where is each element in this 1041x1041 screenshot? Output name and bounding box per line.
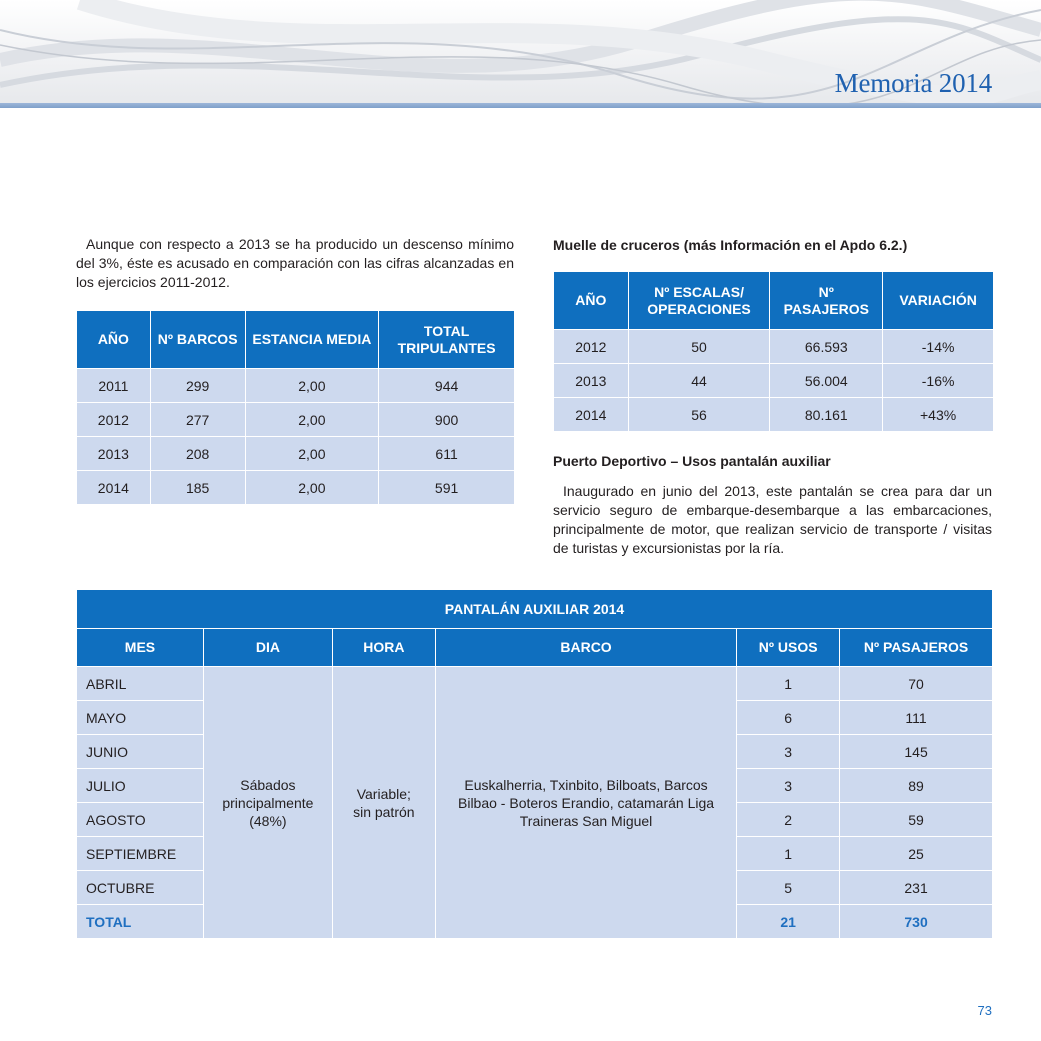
table-cell: 80.161 — [770, 398, 883, 432]
cruise-col-variation: VARIACIÓN — [883, 272, 994, 330]
table-cell: 2012 — [77, 403, 151, 437]
page-number: 73 — [977, 1003, 992, 1018]
table-cell: 2,00 — [245, 471, 379, 505]
header-rule — [0, 103, 1041, 108]
table-cell: 208 — [150, 437, 245, 471]
day-cell: Sábados principalmente (48%) — [203, 667, 332, 939]
boat-cell: Euskalherria, Txinbito, Bilboats, Barcos Bilbao - Boteros Erandio, catamarán Liga Traineras San Miguel — [435, 667, 736, 939]
pantalan-col-uses: Nº USOS — [737, 629, 840, 667]
uses-cell: 6 — [737, 701, 840, 735]
table-cell: 2012 — [554, 330, 629, 364]
pantalan-col-hour: HORA — [332, 629, 435, 667]
table-cell: 56 — [628, 398, 770, 432]
uses-cell: 5 — [737, 871, 840, 905]
month-cell: JUNIO — [77, 735, 204, 769]
crew-table-header-row — [77, 311, 515, 369]
table-row — [554, 330, 994, 364]
passengers-cell: 25 — [840, 837, 993, 871]
table-row — [77, 437, 515, 471]
table-cell: -16% — [883, 364, 994, 398]
pantalan-col-passengers: Nº PASAJEROS — [840, 629, 993, 667]
table-cell: 2013 — [554, 364, 629, 398]
total-passengers: 730 — [840, 905, 993, 939]
table-cell: 277 — [150, 403, 245, 437]
table-cell: 299 — [150, 369, 245, 403]
table-cell: 185 — [150, 471, 245, 505]
uses-cell: 1 — [737, 667, 840, 701]
passengers-cell: 59 — [840, 803, 993, 837]
cruise-col-year: AÑO — [554, 272, 629, 330]
cruise-table-header-row — [554, 272, 994, 330]
table-cell: 591 — [379, 471, 515, 505]
pantalan-col-boat: BARCO — [435, 629, 736, 667]
table-cell: 2,00 — [245, 437, 379, 471]
pantalan-col-day: DIA — [203, 629, 332, 667]
crew-table — [76, 310, 515, 505]
port-paragraph: Inaugurado en junio del 2013, este pantalán se crea para dar un servicio seguro de embarque-desembarque a las embarcaciones, principalmente de motor, que realizan servicio de transporte / visitas de turistas y excursionistas por la ría. — [553, 483, 992, 556]
intro-paragraph: Aunque con respecto a 2013 se ha producido un descenso mínimo del 3%, éste es acusado en comparación con las cifras alcanzadas en los ejercicios 2011-2012. — [76, 236, 514, 290]
uses-cell: 3 — [737, 735, 840, 769]
table-row — [554, 364, 994, 398]
uses-cell: 1 — [737, 837, 840, 871]
crew-col-year: AÑO — [77, 311, 151, 369]
uses-cell: 2 — [737, 803, 840, 837]
header-title: Memoria 2014 — [834, 68, 992, 98]
month-cell: JULIO — [77, 769, 204, 803]
pantalan-table-title: PANTALÁN AUXILIAR 2014 — [77, 590, 993, 629]
month-cell: SEPTIEMBRE — [77, 837, 204, 871]
cruise-col-passengers: Nº PASAJEROS — [770, 272, 883, 330]
table-cell: 2,00 — [245, 403, 379, 437]
table-row — [77, 369, 515, 403]
uses-cell: 3 — [737, 769, 840, 803]
page-header — [0, 0, 1041, 104]
pantalan-header-row — [77, 629, 993, 667]
table-row — [77, 667, 993, 701]
table-cell: 2,00 — [245, 369, 379, 403]
pantalan-table — [76, 589, 993, 939]
cruise-table — [553, 271, 994, 432]
cruise-col-calls: Nº ESCALAS/ OPERACIONES — [628, 272, 770, 330]
table-cell: 900 — [379, 403, 515, 437]
table-cell: 56.004 — [770, 364, 883, 398]
table-cell: 50 — [628, 330, 770, 364]
table-row — [77, 471, 515, 505]
total-label: TOTAL — [77, 905, 204, 939]
passengers-cell: 89 — [840, 769, 993, 803]
passengers-cell: 70 — [840, 667, 993, 701]
crew-col-crew: TOTAL TRIPULANTES — [379, 311, 515, 369]
table-cell: +43% — [883, 398, 994, 432]
table-cell: 44 — [628, 364, 770, 398]
crew-col-ships: Nº BARCOS — [150, 311, 245, 369]
table-cell: 2011 — [77, 369, 151, 403]
table-row — [77, 403, 515, 437]
table-cell: 2013 — [77, 437, 151, 471]
pantalan-col-month: MES — [77, 629, 204, 667]
total-uses: 21 — [737, 905, 840, 939]
table-cell: 611 — [379, 437, 515, 471]
month-cell: ABRIL — [77, 667, 204, 701]
table-cell: -14% — [883, 330, 994, 364]
port-heading: Puerto Deportivo – Usos pantalán auxiliar — [553, 453, 831, 469]
table-cell: 66.593 — [770, 330, 883, 364]
table-row — [554, 398, 994, 432]
crew-col-stay: ESTANCIA MEDIA — [245, 311, 379, 369]
pantalan-title-row — [77, 590, 993, 629]
month-cell: OCTUBRE — [77, 871, 204, 905]
passengers-cell: 111 — [840, 701, 993, 735]
cruise-heading: Muelle de cruceros (más Información en el Apdo 6.2.) — [553, 237, 908, 253]
passengers-cell: 145 — [840, 735, 993, 769]
month-cell: MAYO — [77, 701, 204, 735]
month-cell: AGOSTO — [77, 803, 204, 837]
hour-cell: Variable; sin patrón — [332, 667, 435, 939]
table-cell: 2014 — [554, 398, 629, 432]
table-cell: 944 — [379, 369, 515, 403]
passengers-cell: 231 — [840, 871, 993, 905]
table-cell: 2014 — [77, 471, 151, 505]
